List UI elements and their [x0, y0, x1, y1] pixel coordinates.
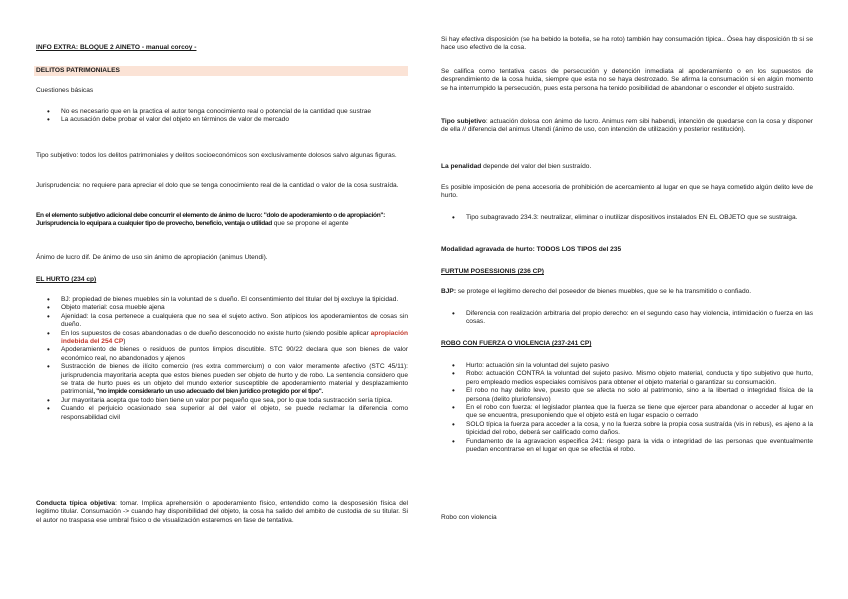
- elemento-rest-text: que se propone el agente: [271, 220, 349, 228]
- list-item: • En los supuestos de cosas abandonadas o de dueño desconocido no existe hurto (siendo posible aplicar apropiación indebida del 254 CP): [36, 330, 408, 347]
- list-item: • SOLO típica la fuerza para acceder a la cosa, y no la fuerza sobre la propia cosa sustraída (vis in rebus), es ajeno a la tipicidad del robo, deberá ser calificado como daños.: [441, 421, 813, 438]
- conducta-paragraph: Conducta típica objetiva: tomar. Implica aprehensión o apoderamiento físico, entendido como la desposesión física del legitimo titular. Consumación -> cuando hay disponibilidad del objeto, la cosa ha salido del ambito de custodia de su titular. Si el autor no traspasa ese umbral físico o de visualización estaremos en fase de tentativa.: [36, 500, 408, 524]
- list-item: • Tipo subagravado 234.3: neutralizar, eliminar o inutilizar dispositivos instalados EN EL OBJETO que se sustraiga.: [441, 214, 813, 222]
- modalidad-heading: Modalidad agravada de hurto: TODOS LOS TIPOS del 235: [441, 246, 622, 253]
- penalidad-paragraph: La penalidad depende del valor del bien sustraído.: [441, 163, 592, 170]
- robo-heading: ROBO CON FUERZA O VIOLENCIA (237-241 CP): [441, 340, 592, 347]
- list-item: • En el robo con fuerza: el legislador plantea que la fuerza se tiene que ejercer para abandonar o acceder al lugar en que se encuentra, presuponiendo que el objeto está en lugar espacio o cerrado: [441, 404, 813, 421]
- list-item: • Fundamento de la agravacion especifica 241: riesgo para la vida o integridad de las personas que eventualmente puedan encontrarse en el lugar en que se efectúa el robo.: [441, 438, 813, 455]
- tentativa-paragraph: Se califica como tentativa casos de persecución y detención inmediata al apoderamiento o en los supuestos de desprendimiento de la cosa huida, siempre que esta no se haya destrozado. Se afirma la consumación si en algún momento se ha interrumpido la persecución, pues esta persona ha tenido posibilidad de abandonar o esconder el objeto sustraído.: [441, 68, 813, 92]
- elemento-subjetivo-paragraph: [36, 212, 408, 229]
- jurisprudencia-paragraph: Jurisprudencia: no requiere para apreciar el dolo que se tenga conocimiento real de la cantidad o valor de la cosa sustraída.: [36, 182, 399, 189]
- list-item: • BJ: propiedad de bienes muebles sin la voluntad de s dueño. El consentimiento del titular del bj excluye la tipicidad.: [36, 296, 408, 304]
- hurto-heading: EL HURTO (234 cp): [36, 276, 97, 283]
- list-item: • Ajenidad: la cosa pertenece a cualquiera que no sea el sujeto activo. Son atípicos los apoderamientos de cosas sin dueño.: [36, 313, 408, 330]
- robo-bullet-list: [441, 362, 813, 454]
- list-item: • Sustracción de bienes de ilícito comercio (res extra commercium) o con valor meramente afectivo (STC 45/11): jurisprudencia mayoritaria acepta que estos bienes pueden ser objeto de hurto y de robo. La sentencia considero que se trata de hurto pues es un objeto del mundo exterior susceptible de apoderamiento material y desplazamiento patrimonial, "no impide considerarlo un uso adecuado del bien jurídico protegido por el tipo".: [36, 363, 408, 397]
- penalidad-label: La penalidad: [441, 163, 482, 170]
- pena-accesoria-paragraph: Es posible imposición de pena accesoria de prohibición de acercamiento al lugar en que se haya cometido algún delito leve de hurto.: [441, 184, 813, 200]
- list-item: • Diferencia con realización arbitraria del propio derecho: en el segundo caso hay violencia, intimidación o fuerza en las cosas.: [441, 310, 813, 327]
- basic-bullet-list: [36, 108, 408, 125]
- list-item: • Hurto: actuación sin la voluntad del sujeto pasivo: [441, 362, 813, 370]
- list-item: • El robo no hay delito leve, puesto que se afecta no solo al patrimonio, sino a la libertad o integridad física de la persona (delito pluriofensivo): [441, 387, 813, 404]
- list-item: • No es necesario que en la practica el autor tenga conocimiento real o potencial de la cantidad que sustrae: [36, 108, 408, 116]
- furtum-heading: FURTUM POSESSIONIS (236 CP): [441, 268, 544, 275]
- tipo-subjetivo-right-paragraph: Tipo subjetivo: actuación dolosa con ánimo de lucro. Animus rem sibi habendi, intención de quedarse con la cosa y disponer de ella // diferencia del animus Utendi (ánimo de uso, con intención de utilización y posterior restitución).: [441, 118, 813, 134]
- list-item: • Robo: actuación CONTRA la voluntad del sujeto pasivo. Mismo objeto material, conducta y tipo subjetivo que hurto, pero empleado medios especiales comisivos para obtener el objeto material o garantizar su consumación.: [441, 370, 813, 387]
- highlighted-reference: apropiación indebida del 254 CP: [61, 329, 408, 346]
- hurto-bullet-list: [36, 296, 408, 422]
- bjp-label: BJP:: [441, 288, 457, 295]
- tipo-subjetivo-paragraph: Tipo subjetivo: todos los delitos patrimoniales y delitos socioeconómicos son exclusivamente dolosos salvo algunas figuras.: [36, 152, 397, 159]
- list-item: • Objeto material: cosa mueble ajena: [36, 304, 408, 312]
- animo-paragraph: Ánimo de lucro dif. De ánimo de uso sin ánimo de apropiación (animus Utendi).: [36, 254, 268, 261]
- list-item: • La acusación debe probar el valor del objeto en términos de valor de mercado: [36, 116, 408, 124]
- cuestiones-label: Cuestiones básicas: [36, 87, 94, 94]
- consumacion-paragraph: Si hay efectiva disposición (se ha bebido la botella, se ha roto) también hay consumación típica.. Ósea hay disposición tb si se hace uso efectivo de la cosa.: [441, 36, 813, 52]
- sustraccion-bold-text: , "no impide considerarlo un uso adecuado del bien jurídico protegido por el tipo".: [93, 388, 323, 396]
- section-heading-delitos: DELITOS PATRIMONIALES: [34, 66, 408, 76]
- list-item: • Apoderamiento de bienes o residuos de puntos limpios discutible. STC 90/22 declara que son bienes de valor económico real, no abandonados y ajenos: [36, 346, 408, 363]
- tipo-bullet-list: [441, 214, 813, 222]
- tipo-subjetivo-label: Tipo subjetivo: [441, 118, 486, 125]
- list-item: • Cuando el perjuicio ocasionado sea superior al del valor el objeto, se puede reclamar la diferencia como responsabilidad civil: [36, 405, 408, 422]
- document-title: INFO EXTRA: BLOQUE 2 AINETO - manual corcoy -: [36, 44, 197, 51]
- furtum-bullet-list: [441, 310, 813, 327]
- bjp-paragraph: BJP: se protege el legitimo derecho del poseedor de bienes muebles, que se le ha transmitido o confiado.: [441, 288, 752, 295]
- robo-violencia-paragraph: Robo con violencia: [441, 514, 497, 521]
- conducta-label: Conducta típica objetiva: [36, 500, 116, 507]
- elemento-bold-text: En el elemento subjetivo adicional debe concurrir el elemento de ánimo de lucro: "dolo de apoderamiento o de apropiación": Jurisprudencia lo equipara a cualquier tipo de provecho, beneficio, ventaja o utilidad: [36, 212, 385, 228]
- list-item: • Jur mayoritaria acepta que todo bien tiene un valor por pequeño que sea, por lo que toda sustracción sería típica.: [36, 397, 408, 405]
